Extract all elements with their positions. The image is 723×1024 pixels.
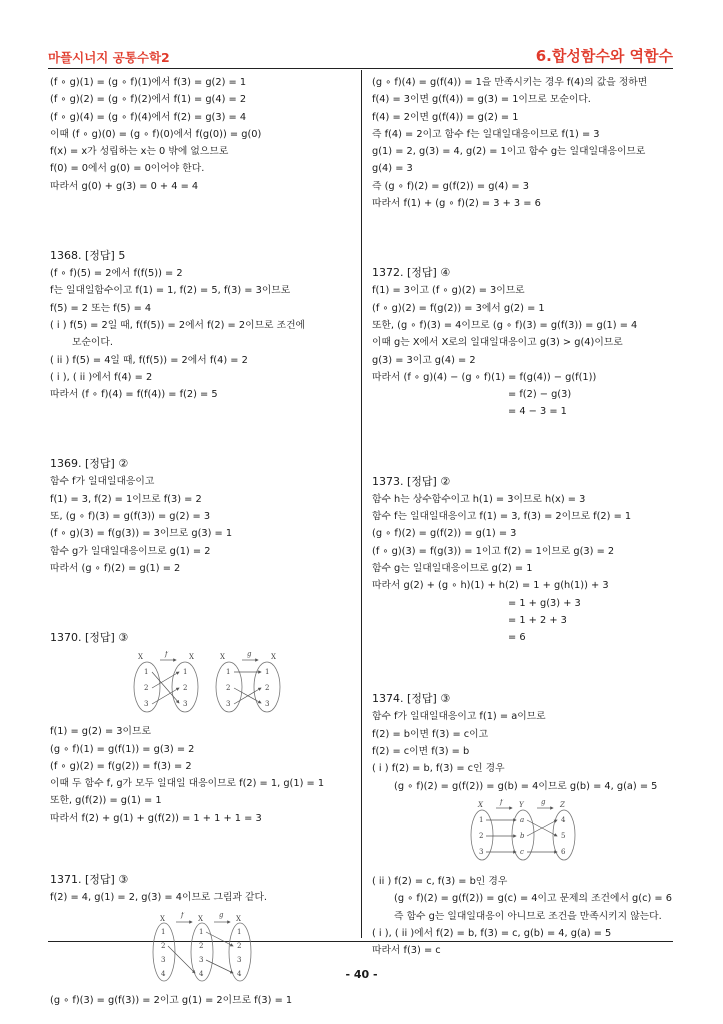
problem-1371 [50,871,358,1010]
element: 2 [199,942,204,951]
set-label: X [189,653,194,662]
solution-line: 또한, g(f(2)) = g(1) = 1 [50,795,162,807]
element: 3 [183,700,188,709]
element: 4 [199,970,204,979]
column-divider [361,70,362,938]
solution-line: (f ∘ g)(2) = f(g(2)) = 3에서 g(2) = 1 [372,302,545,314]
solution-line: ( i ) f(5) = 2일 때, f(f(5)) = 2에서 f(2) = 2이므로 조건에 [50,319,305,331]
solution-line: 모순이다. [72,337,113,349]
set-label: X [160,915,165,924]
element: 5 [561,831,566,840]
map-label: g [219,912,224,920]
arrow [206,932,233,946]
solution-line: = 4 − 3 = 1 [508,406,567,418]
left-column [50,74,358,1010]
solution-line: f(4) = 3이면 g(f(4)) = g(3) = 1이므로 모순이다. [372,94,591,106]
element: 1 [265,668,270,677]
solution-line: (g ∘ f)(1) = g(f(1)) = g(3) = 2 [50,743,195,755]
problem-title: 1371. [정답] ③ [50,873,129,887]
solution-line: 따라서 g(2) + (g ∘ h)(1) + h(2) = 1 + g(h(1)) + 3 [372,580,609,592]
element: 3 [237,956,242,965]
set-label: Z [560,800,565,809]
solution-line: (f ∘ g)(2) = (g ∘ f)(2)에서 f(1) = g(4) = 2 [50,94,247,106]
element: 1 [199,928,204,937]
element: 3 [199,956,204,965]
solution-line: f(2) = 4, g(1) = 2, g(3) = 4이므로 그림과 같다. [50,892,268,904]
element: 2 [144,684,149,693]
set-label: X [220,653,225,662]
solution-line: 즉 함수 g는 일대일대응이 아니므로 조건을 만족시키지 않는다. [394,910,662,922]
solution-line: ( ii ) f(2) = c, f(3) = b인 경우 [372,875,508,887]
solution-line: 따라서 g(0) + g(3) = 0 + 4 = 4 [50,180,199,192]
solution-line: = 6 [508,632,526,644]
header-chapter-title: 6.합성함수와 역함수 [535,47,673,65]
problem-title: 1373. [정답] ② [372,474,451,488]
element: 2 [183,684,188,693]
solution-line: f(x) = x가 성립하는 x는 0 밖에 없으므로 [50,146,229,158]
element: 1 [226,668,231,677]
set-label: X [478,800,483,809]
element: 1 [144,668,149,677]
solution-line: g(1) = 2, g(3) = 4, g(2) = 1이고 함수 g는 일대일대응이므로 [372,146,646,158]
solution-line: ( i ) f(2) = b, f(3) = c인 경우 [372,763,505,775]
element: 4 [161,970,166,979]
solution-line: 즉 (g ∘ f)(2) = g(f(2)) = g(4) = 3 [372,180,529,192]
element: 2 [237,942,242,951]
solution-line: 따라서 (f ∘ g)(4) − (g ∘ f)(1) = f(g(4)) − g(f(1)) [372,371,597,383]
solution-line: 따라서 (g ∘ f)(2) = g(1) = 2 [50,562,181,574]
header-book-title: 마플시너지 공통수학2 [48,50,170,65]
solution-line: 함수 g는 일대일대응이므로 g(2) = 1 [372,562,533,574]
problem-1373 [372,473,677,647]
solution-line: ( i ), ( ii )에서 f(2) = b, f(3) = c, g(b) = 4, g(a) = 5 [372,927,612,939]
solution-line: f(4) = 2이면 g(f(4)) = g(2) = 1 [372,111,519,123]
problem-title: 1372. [정답] ④ [372,266,451,280]
solution-line: 따라서 f(3) = c [372,945,441,957]
solution-line: 따라서 f(1) + (g ∘ f)(2) = 3 + 3 = 6 [372,198,541,210]
solution-line: ( i ), ( ii )에서 f(4) = 2 [50,371,153,383]
solution-line: (g ∘ f)(2) = g(f(2)) = g(b) = 4이므로 g(b) = 4, g(a) = 5 [394,780,658,792]
problem-title: 1368. [정답] 5 [50,249,126,263]
element: 3 [144,700,149,709]
map-label: f [165,651,168,659]
problem-1374 [372,690,677,959]
solution-line: (f ∘ g)(2) = f(g(2)) = f(3) = 2 [50,760,192,772]
element: 4 [561,815,566,824]
solution-line: f(0) = 0에서 g(0) = 0이어야 한다. [50,163,205,175]
arrow [152,688,179,704]
element: 2 [479,831,484,840]
solution-line: 이때 (f ∘ g)(0) = (g ∘ f)(0)에서 f(g(0)) = g(0) [50,128,262,140]
solution-line: f(1) = 3, f(2) = 1이므로 f(3) = 2 [50,493,202,505]
solution-line: f(1) = 3이고 (f ∘ g)(2) = 3이므로 [372,285,525,297]
page-number: - 40 - [345,968,378,981]
solution-line: 따라서 f(2) + g(1) + g(f(2)) = 1 + 1 + 1 = 3 [50,812,262,824]
element: 1 [479,815,484,824]
solution-line: 또한, (g ∘ f)(3) = 4이므로 (g ∘ f)(3) = g(f(3)) = g(1) = 4 [372,319,638,331]
diagram-1374-svg [470,799,580,863]
solution-line: 함수 f는 일대일대응이고 f(1) = 3, f(3) = 2이므로 f(2) = 1 [372,511,632,523]
solution-line: (f ∘ g)(4) = (g ∘ f)(4)에서 f(2) = g(3) = 4 [50,111,247,123]
set-label: X [138,653,143,662]
element: a [520,815,525,824]
element: c [520,847,524,856]
solution-line: g(4) = 3 [372,163,413,175]
set-label: Y [519,800,524,809]
element: 3 [265,700,270,709]
solution-line: (g ∘ f)(4) = g(f(4)) = 1을 만족시키는 경우 f(4)의 값을 정하면 [372,77,648,88]
map-label: f [500,798,503,806]
problem-title: 1374. [정답] ③ [372,692,451,706]
diagram-1370-svg [132,651,292,715]
arrow [152,672,179,688]
solution-line: (g ∘ f)(3) = g(f(3)) = 2이고 g(1) = 2이므로 f(3) = 1 [50,995,293,1007]
solution-line: g(3) = 3이고 g(4) = 2 [372,354,476,366]
element: 3 [479,847,484,856]
solution-line: = 1 + g(3) + 3 [508,597,581,609]
set-label: X [198,915,203,924]
solution-line: f(2) = c이면 f(3) = b [372,746,470,758]
solution-line: f(2) = b이면 f(3) = c이고 [372,728,489,740]
mapping-diagram-1371 [50,910,358,984]
set-label: X [236,915,241,924]
solution-line: (f ∘ f)(5) = 2에서 f(f(5)) = 2 [50,268,183,280]
solution-line: 함수 g가 일대일대응이므로 g(1) = 2 [50,545,211,557]
problem-title: 1370. [정답] ③ [50,631,129,645]
mapping-diagram-1374 [372,799,677,865]
solution-line: 따라서 (f ∘ f)(4) = f(f(4)) = f(2) = 5 [50,389,218,401]
solution-line: (g ∘ f)(2) = g(f(2)) = g(1) = 3 [372,528,517,540]
map-label: f [181,912,184,920]
solution-line: 함수 f가 일대일대응이고 [50,476,155,488]
element: 1 [237,928,242,937]
element: 4 [237,970,242,979]
header-divider [48,68,673,69]
element: 1 [161,928,166,937]
solution-line: (f ∘ g)(1) = (g ∘ f)(1)에서 f(3) = g(2) = 1 [50,77,247,88]
arrow [152,672,179,703]
solution-line: = f(2) − g(3) [508,389,572,401]
mapping-diagram-1370 [50,651,358,715]
solution-line: f는 일대일함수이고 f(1) = 1, f(2) = 5, f(3) = 3이므로 [50,285,291,297]
problem-1370 [50,629,358,827]
problem-title: 1369. [정답] ② [50,457,129,471]
element: b [520,831,525,840]
element: 3 [226,700,231,709]
solution-line: 함수 f가 일대일대응이고 f(1) = a이므로 [372,711,546,723]
solution-line: (f ∘ g)(3) = f(g(3)) = 1이고 f(2) = 1이므로 g(3) = 2 [372,545,615,557]
solution-line: f(5) = 2 또는 f(5) = 4 [50,302,152,314]
problem-1372 [372,264,677,420]
element: 2 [161,942,166,951]
solution-line: f(1) = g(2) = 3이므로 [50,726,151,738]
solution-line: 이때 g는 X에서 X로의 일대일대응이고 g(3) > g(4)이므로 [372,337,623,349]
problem-1368 [50,247,358,403]
solution-line: (f ∘ g)(3) = f(g(3)) = 3이므로 g(3) = 1 [50,528,233,540]
solution-line: = 1 + 2 + 3 [508,614,567,626]
element: 2 [226,684,231,693]
element: 6 [561,847,566,856]
solution-line: 이때 두 함수 f, g가 모두 일대일 대응이므로 f(2) = 1, g(1) = 1 [50,778,325,790]
solution-line: 또, (g ∘ f)(3) = g(f(3)) = g(2) = 3 [50,511,211,523]
map-label: g [247,651,252,659]
right-column [372,74,677,959]
solution-line: (g ∘ f)(2) = g(f(2)) = g(c) = 4이고 문제의 조건에서 g(c) = 6 [394,893,672,905]
solution-line: 즉 f(4) = 2이고 함수 f는 일대일대응이므로 f(1) = 3 [372,128,600,140]
continued-solution [50,74,358,195]
diagram-1371-svg [152,912,262,984]
map-label: g [541,798,546,806]
element: 1 [183,668,188,677]
solution-line: 함수 h는 상수함수이고 h(1) = 3이므로 h(x) = 3 [372,493,586,505]
set-label: X [271,653,276,662]
solution-line: ( ii ) f(5) = 4일 때, f(f(5)) = 2에서 f(4) = 2 [50,354,248,366]
problem-1369 [50,455,358,577]
element: 2 [265,684,270,693]
element: 3 [161,956,166,965]
continued-solution [372,74,677,212]
